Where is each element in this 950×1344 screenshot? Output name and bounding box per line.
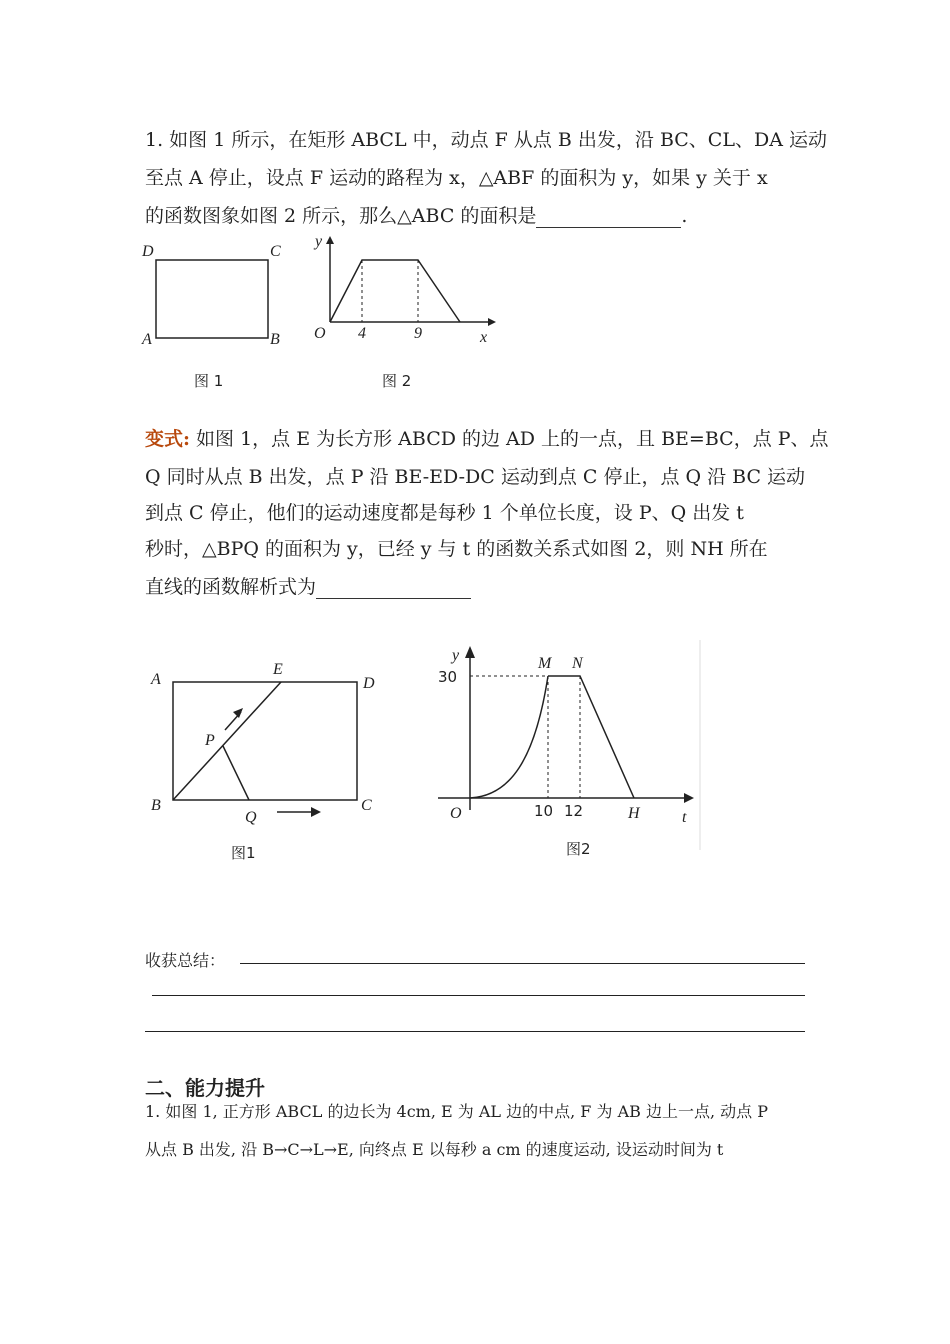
answer-blank: [536, 209, 681, 228]
label-H: H: [628, 805, 640, 822]
q1-figure1-rectangle: [140, 240, 290, 390]
label-D: D: [142, 243, 154, 260]
label-Q: Q: [245, 809, 257, 826]
label-B: B: [151, 797, 161, 814]
label-D: D: [363, 675, 375, 692]
axis-t: t: [682, 809, 687, 826]
variant-line3: 到点 C 停止，他们的运动速度都是每秒 1 个单位长度，设 P、Q 出发 t: [145, 502, 744, 524]
label-A: A: [142, 331, 152, 348]
section2-line2: 从点 B 出发, 沿 B→C→L→E, 向终点 E 以每秒 a cm 的速度运动, 设运动时间为 t: [145, 1140, 724, 1159]
variant-figure1: [145, 650, 395, 870]
q1-figure2-graph: [310, 232, 500, 392]
label-B: B: [270, 331, 280, 348]
label-M: M: [538, 655, 552, 672]
section-title: 二、能力提升: [145, 1076, 265, 1100]
tick-4: 4: [358, 325, 366, 342]
caption-fig2: 图2: [566, 840, 591, 858]
caption-fig1: 图1: [231, 844, 256, 862]
caption-fig2: 图 2: [382, 372, 412, 390]
axis-y: y: [452, 647, 460, 664]
axis-y: y: [315, 233, 323, 250]
tick-30: 30: [438, 668, 458, 686]
axis-x: x: [480, 329, 488, 346]
label-C: C: [361, 797, 372, 814]
label-A: A: [151, 671, 161, 688]
section2-line1: 1. 如图 1, 正方形 ABCL 的边长为 4cm, E 为 AL 边的中点, F 为 AB 边上一点, 动点 P: [145, 1102, 768, 1121]
label-C: C: [270, 243, 281, 260]
label-N: N: [572, 655, 583, 672]
variant-line1-text: 如图 1，点 E 为长方形 ABCD 的边 AD 上的一点，且 BE=BC，点 P、点: [190, 428, 829, 450]
label-E: E: [273, 661, 283, 678]
variant-line2: Q 同时从点 B 出发，点 P 沿 BE-ED-DC 运动到点 C 停止，点 Q 沿 BC 运动: [145, 466, 806, 488]
origin: O: [450, 805, 462, 822]
variant-line5: [145, 572, 471, 599]
answer-blank-2: [316, 580, 471, 599]
variant-line1: [145, 424, 829, 451]
caption-fig1: 图 1: [194, 372, 224, 390]
q1-line1: 1. 如图 1 所示，在矩形 ABCL 中，动点 F 从点 B 出发，沿 BC、CL、DA 运动: [145, 129, 827, 151]
tick-12: 12: [564, 802, 584, 820]
q1-line3-text: 的函数图象如图 2 所示，那么△ABC 的面积是: [145, 205, 537, 227]
variant-line5-text: 直线的函数解析式为: [145, 576, 317, 598]
summary-line-1: [240, 963, 805, 964]
q1-line3: [145, 201, 687, 228]
variant-figure2-graph: [430, 640, 705, 865]
tick-9: 9: [414, 325, 422, 342]
summary-line-3: [145, 1031, 805, 1032]
origin: O: [314, 325, 326, 342]
summary-line-2: [152, 995, 805, 996]
tick-10: 10: [534, 802, 554, 820]
variant-label: 变式:: [145, 428, 191, 450]
label-P: P: [205, 732, 215, 749]
variant-line4: 秒时，△BPQ 的面积为 y，已经 y 与 t 的函数关系式如图 2，则 NH 所在: [145, 538, 768, 560]
summary-label: 收获总结：: [145, 951, 226, 970]
q1-line2: 至点 A 停止，设点 F 运动的路程为 x，△ABF 的面积为 y，如果 y 关于 x: [145, 167, 768, 189]
q1-line3-end: .: [681, 205, 688, 227]
